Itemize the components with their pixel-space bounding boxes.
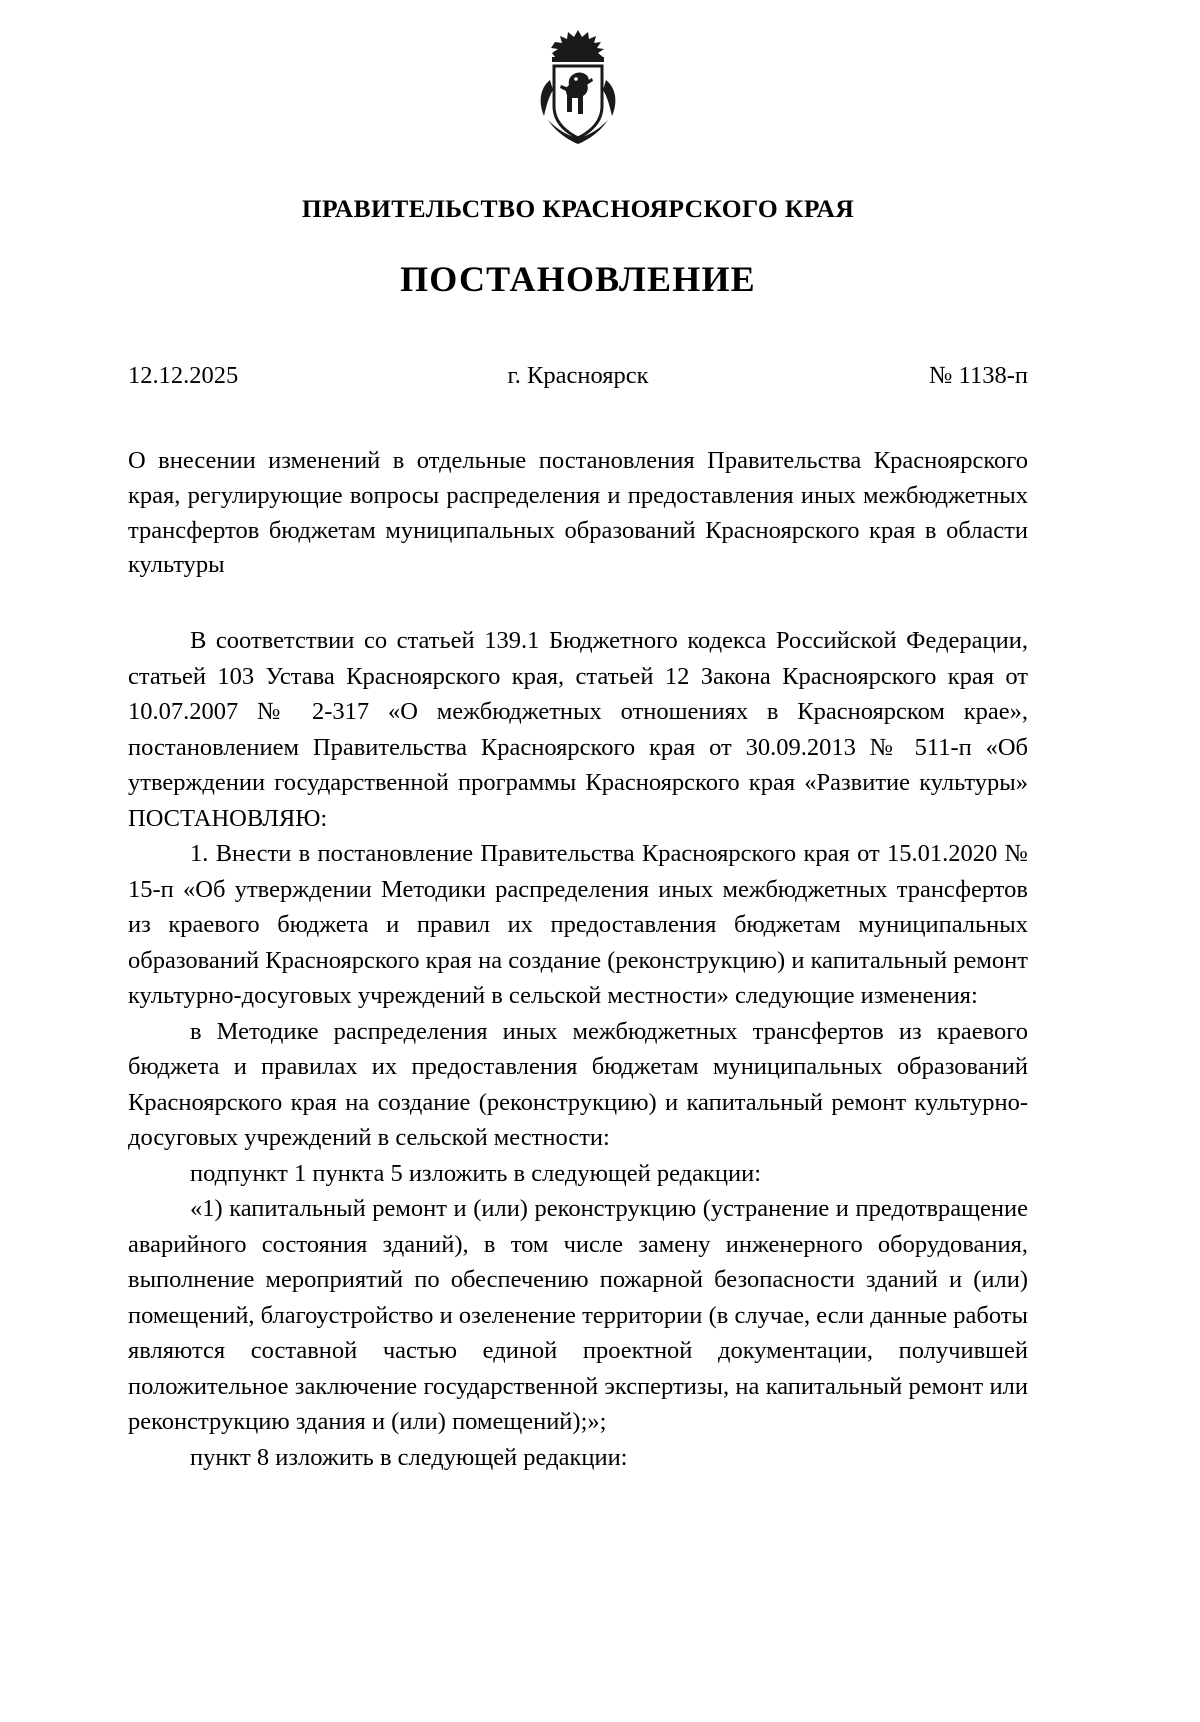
paragraph-2: 1. Внести в постановление Правительства Красноярского края от 15.01.2020 № 15-п «Об утверждении Методики распределения иных межбюджетных трансфертов из краевого бюджета и правил их предоставления бюджетам муниципальных образований Красноярского края на создание (реконструкцию) и капитальный ремонт культурно-досуговых учреждений в сельской местности» следующие изменения: <box>128 840 1028 1010</box>
document-type-title: ПОСТАНОВЛЕНИЕ <box>400 259 756 299</box>
document-meta-row <box>128 362 1028 392</box>
paragraph-4: подпункт 1 пункта 5 изложить в следующей редакции: <box>190 1159 762 1187</box>
document-date: 12.12.2025 <box>128 362 239 389</box>
paragraph-5: «1) капитальный ремонт и (или) реконструкцию (устранение и предотвращение аварийного состояния зданий), в том числе замену инженерного оборудования, выполнение мероприятий по обеспечению пожарной безопасности зданий и (или) помещений, благоустройство и озеленение территории (в случае, если данные работы являются составной частью единой проектной документации, получившей положительное заключение государственной экспертизы, на капитальный ремонт или реконструкцию здания и (или) помещений);»; <box>128 1195 1028 1436</box>
organization-title: ПРАВИТЕЛЬСТВО КРАСНОЯРСКОГО КРАЯ <box>301 194 855 223</box>
paragraph-6: пункт 8 изложить в следующей редакции: <box>190 1443 628 1471</box>
document-subject: О внесении изменений в отдельные постановления Правительства Красноярского края, регулирующие вопросы распределения и предоставления иных межбюджетных трансфертов бюджетам муниципальных образований Красноярского края в области культуры <box>128 447 1028 579</box>
paragraph-3: в Методике распределения иных межбюджетных трансфертов из краевого бюджета и правилах их предоставления бюджетам муниципальных образований Красноярского края на создание (реконструкцию) и капитальный ремонт культурно-досуговых учреждений в сельской местности: <box>128 1017 1028 1152</box>
coat-of-arms-icon <box>530 28 626 150</box>
document-body <box>128 623 1028 1475</box>
document-city: г. Красноярск <box>507 362 649 389</box>
paragraph-1: В соответствии со статьей 139.1 Бюджетного кодекса Российской Федерации, статьей 103 Устава Красноярского края, статьей 12 Закона Красноярского края от 10.07.2007 № 2-317 «О межбюджетных отношениях в Красноярском крае», постановлением Правительства Красноярского края от 30.09.2013 № 511-п «Об утверждении государственной программы Красноярского края «Развитие культуры» ПОСТАНОВЛЯЮ: <box>128 627 1028 832</box>
document-content <box>128 0 1028 1476</box>
emblem-container <box>128 28 1028 150</box>
document-number: № 1138-п <box>929 362 1028 389</box>
